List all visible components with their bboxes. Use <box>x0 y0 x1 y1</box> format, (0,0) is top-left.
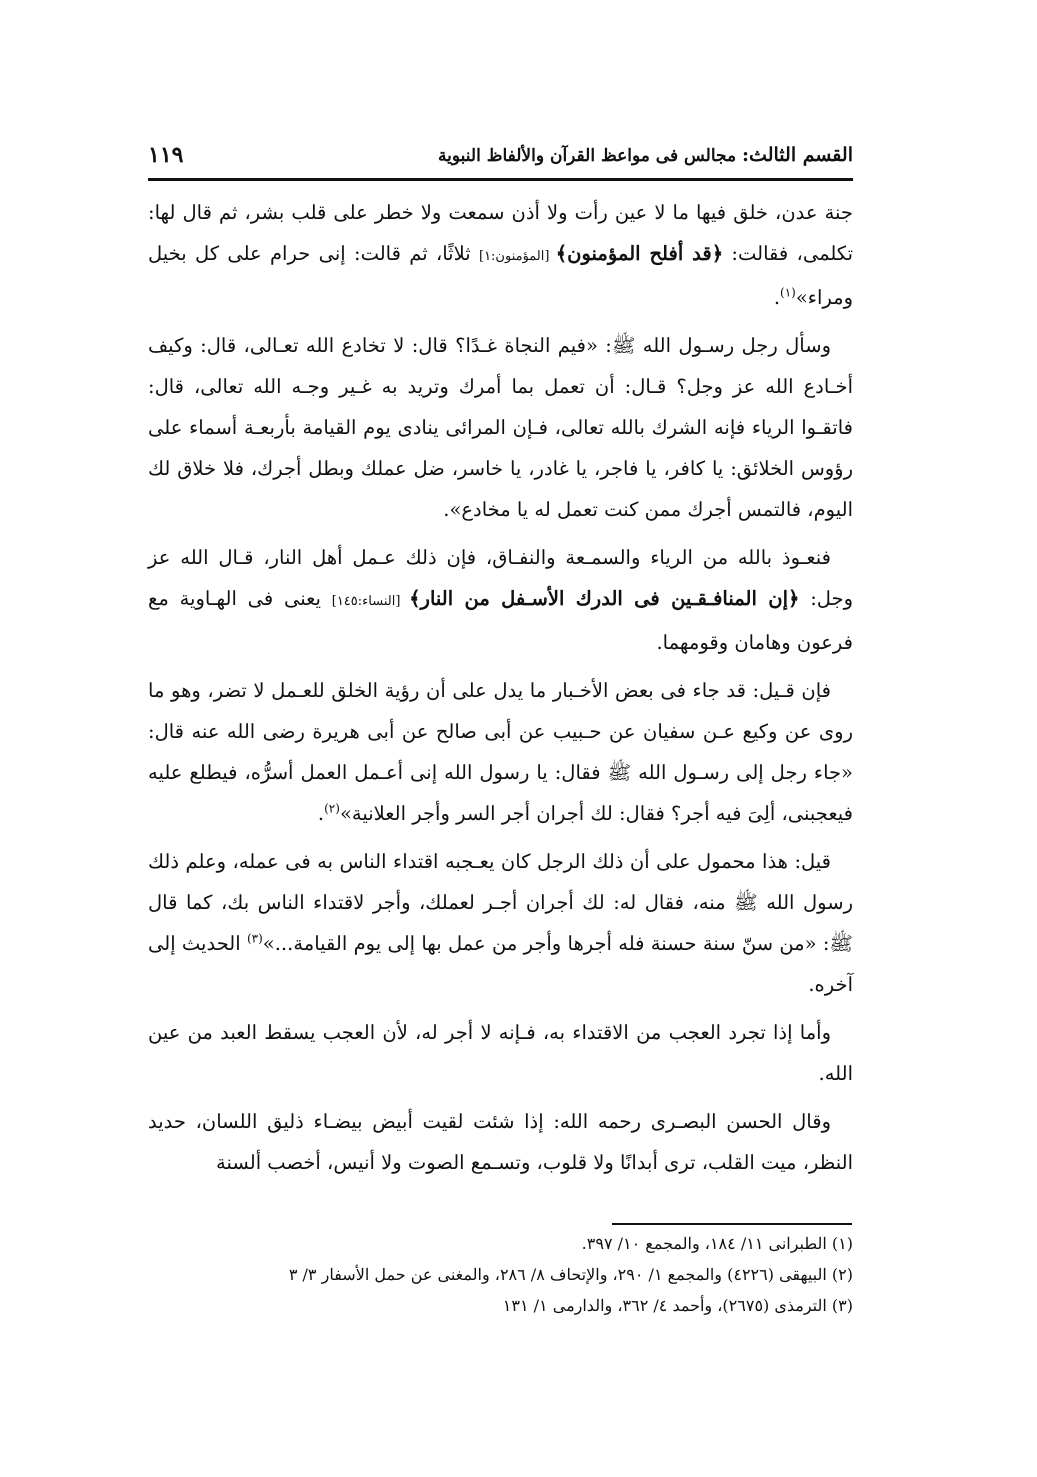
footnote-marker: (٢) <box>324 801 340 816</box>
paragraph <box>148 1012 853 1094</box>
footnote: (١) الطبرانى ١١/ ١٨٤، والمجمع ١٠/ ٣٩٧. <box>581 1234 853 1253</box>
book-section-title: مجالس فى مواعظ القرآن والألفاظ النبوية <box>438 146 737 166</box>
text-run: . <box>317 802 325 825</box>
text-run: وقال الحسن البصـرى رحمه الله: إذا شئت لقيت أبيض بيضـاء ذليق اللسان، حديد النظر، ميت القلب، ترى أبدانًا ولا قلوب، وتسـمع الصوت ولا أنيس، أخصب ألسنة <box>148 1110 853 1174</box>
main-text <box>148 192 853 1190</box>
text-run: فإن قـيل: قد جاء فى بعض الأخـبار ما يدل على أن رؤية الخلق للعـمل لا تضر، وهو ما روى عن وكيع عـن سفيان عن حـبيب عن أبى صالح عن أبى هريرة رضى الله عنه قال: «جاء رجل إلى رسـول الله ﷺ فقال: يا رسول الله إنى أعـمل العمل أسرُّه، فيطلع عليه فيعجبنى، ألِىَ فيه أجر؟ فقال: لك أجران أجر السر وأجر العلانية» <box>148 679 853 825</box>
footnote-marker: (٣) <box>246 931 263 946</box>
text-run: فنعـوذ بالله من الرياء والسمـعة والنفـاق، فإن ذلك عـمل أهل النار، قـال الله عز وجل: <box>148 546 853 610</box>
quran-verse: ﴿قد أفلح المؤمنون﴾ <box>555 242 724 265</box>
text-run: . <box>773 286 781 309</box>
header-title <box>438 144 853 166</box>
footnotes <box>148 1228 853 1321</box>
text-run: وأما إذا تجرد العجب من الاقتداء به، فـإنه لا أجر له، لأن العجب يسقط العبد من عين الله. <box>148 1021 853 1085</box>
verse-reference: [المؤمنون:١] <box>478 249 556 264</box>
verse-reference: [النساء:١٤٥] <box>331 594 410 609</box>
running-header <box>148 138 853 172</box>
paragraph <box>148 841 853 1005</box>
paragraph <box>148 1101 853 1183</box>
page-number: ١١٩ <box>148 142 184 168</box>
footnote-rule <box>612 1223 852 1225</box>
text-run: ثلاثًا، ثم قالت: إنى حرام على كل بخيل ومراء» <box>148 242 853 309</box>
footnote: (٢) البيهقى (٤٢٢٦) والمجمع ١/ ٢٩٠، والإتحاف ٨/ ٢٨٦، والمغنى عن حمل الأسفار ٣/ ٣ <box>288 1265 853 1284</box>
header-rule <box>148 178 853 181</box>
text-run: قيل: هذا محمول على أن ذلك الرجل كان يعـجبه اقتداء الناس به فى عمله، وعلم ذلك رسول الله ﷺ منه، فقال له: لك أجران أجـر لعملك، وأجر لاقتداء الناس بك، كما قال ﷺ: «من سنّ سنة حسنة فله أجرها وأجر من عمل بها إلى يوم القيامة...» <box>148 850 853 955</box>
text-run: الحديث إلى آخره. <box>148 932 853 996</box>
text-run: وسأل رجل رسـول الله ﷺ: «فيم النجاة غـدًا؟ قال: لا تخادع الله تعـالى، قال: وكيف أخـادع الله عز وجل؟ قـال: أن تعمل بما أمرك وتريد به غـير وجـه الله تعالى، قال: فاتقـوا الرياء فإنه الشرك بالله تعالى، فـإن المرائى ينادى يوم القيامة بأربعـة أسماء على رؤوس الخلائق: يا كافر، يا فاجر، يا غادر، يا خاسر، ضل عملك وبطل أجرك، فلا خلاق لك اليوم، فالتمس أجرك ممن كنت تعمل له يا مخادع». <box>148 334 853 521</box>
paragraph <box>148 537 853 663</box>
quran-verse: ﴿إن المنافـقـين فى الدرك الأسـفل من النار﴾ <box>409 587 800 610</box>
footnote: (٣) الترمذى (٢٦٧٥)، وأحمد ٤/ ٣٦٢، والدارمى ١/ ١٣١ <box>502 1296 853 1315</box>
footnote-marker: (١) <box>780 285 796 300</box>
text-run: جنة عدن، خلق فيها ما لا عين رأت ولا أذن سمعت ولا خطر على قلب بشر، ثم قال لها: تكلمى، فقالت: <box>148 201 853 265</box>
paragraph <box>148 325 853 530</box>
paragraph <box>148 670 853 834</box>
section-label: القسم الثالث: <box>742 144 853 166</box>
text-run: يعنى فى الهـاوية مع فرعون وهامان وقومهما. <box>148 587 853 654</box>
paragraph <box>148 192 853 318</box>
